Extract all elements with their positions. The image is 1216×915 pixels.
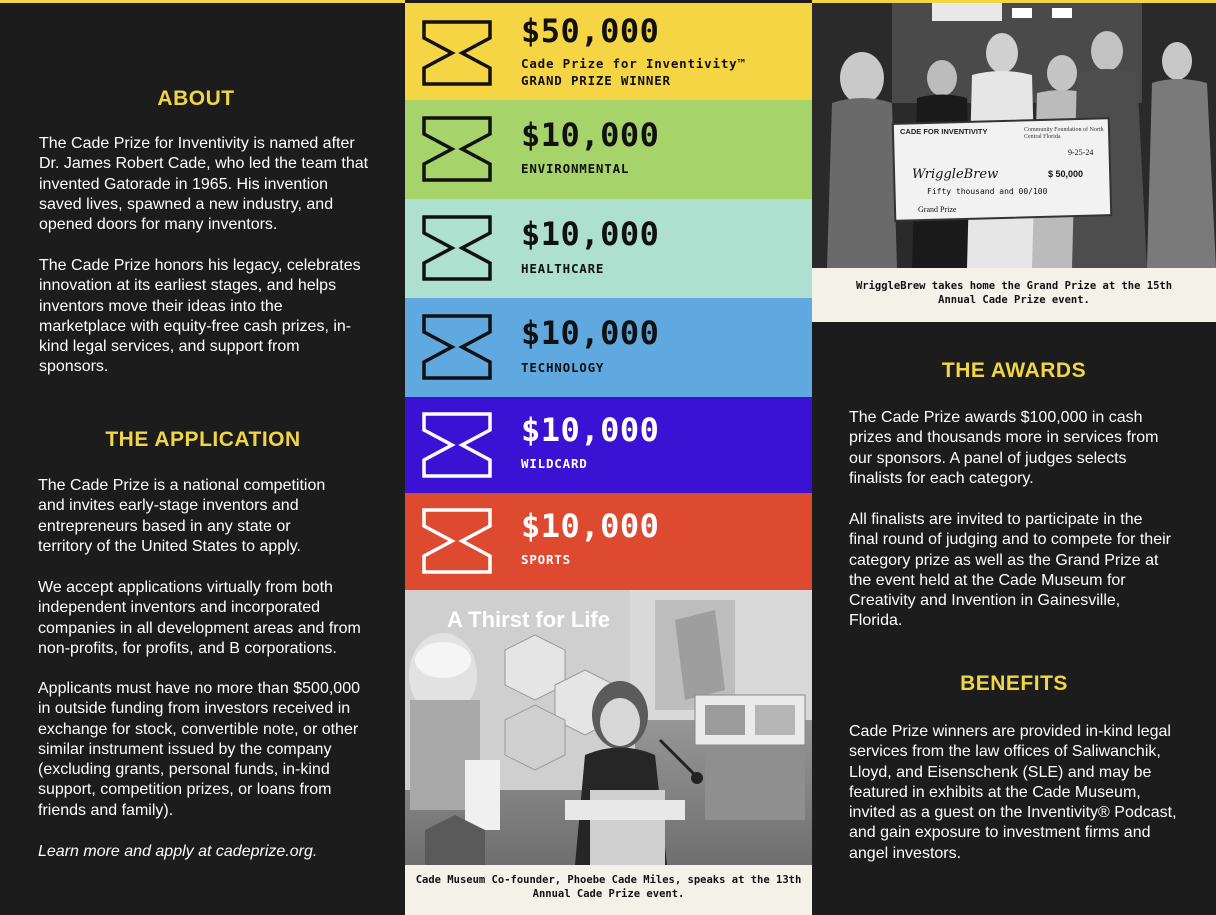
prize-band-technology xyxy=(405,298,812,397)
cade-logo-icon xyxy=(420,213,494,283)
prize-band-environmental xyxy=(405,100,812,199)
right-panel xyxy=(812,0,1216,915)
prize-amount: $10,000 xyxy=(521,507,660,545)
check-bank: Community Foundation of North Central Florida xyxy=(1024,127,1104,140)
application-heading: THE APPLICATION xyxy=(105,428,301,451)
awards-paragraph-2: All finalists are invited to participate in the final round of judging and to compete for their category prize as well as the Grand Prize at the event held at the Cade Museum for Creativity and Invention in Gainesville, Florida. xyxy=(849,511,1171,630)
awards-paragraph-1: The Cade Prize awards $100,000 in cash prizes and thousands more in services from our sponsors. A panel of judges selects finalists for each category. xyxy=(849,409,1159,487)
cade-logo-icon xyxy=(420,18,494,88)
cade-logo-icon xyxy=(420,506,494,576)
about-paragraph-1: The Cade Prize for Inventivity is named after Dr. James Robert Cade, who led the team that invented Gatorade in 1965. His invention saved lives, spawned a new industry, and opened doors for many inventors. xyxy=(39,135,369,234)
museum-banner-text: A Thirst for Life xyxy=(447,607,610,632)
about-heading: ABOUT xyxy=(157,87,235,110)
prize-band-wildcard xyxy=(405,397,812,493)
prize-label: SPORTS xyxy=(521,552,571,567)
prize-amount: $10,000 xyxy=(521,314,660,352)
about-paragraph-2: The Cade Prize honors his legacy, celebrates innovation at its earliest stages, and helps inventors move their ideas into the marketplace with equity-free cash prizes, in-kind legal services, and support from sponsors. xyxy=(39,257,361,376)
check-date: 9-25-24 xyxy=(1068,148,1094,157)
speaker-photo xyxy=(405,590,812,865)
prize-band-healthcare xyxy=(405,199,812,298)
left-panel xyxy=(0,0,405,915)
apply-link-text[interactable]: Learn more and apply at cadeprize.org. xyxy=(38,843,318,860)
prize-label: WILDCARD xyxy=(521,456,588,471)
prize-band-sports xyxy=(405,493,812,590)
prize-label: ENVIRONMENTAL xyxy=(521,161,630,176)
cade-logo-icon xyxy=(420,114,494,184)
application-paragraph-3: Applicants must have no more than $500,000 in outside funding from investors received in exchange for stock, convertible note, or other similar instrument issued by the company (excluding grants, personal funds, in-kind support, competition prizes, or loans from friends and family). xyxy=(38,680,360,819)
check-amount: $ 50,000 xyxy=(1048,169,1084,179)
winner-photo xyxy=(812,3,1216,268)
prize-label: Cade Prize for Inventivity™ xyxy=(521,56,746,71)
prize-amount: $10,000 xyxy=(521,215,660,253)
benefits-paragraph: Cade Prize winners are provided in-kind legal services from the law offices of Saliwanchik, Lloyd, and Eisenschenk (SLE) and may be featured in exhibits at the Cade Museum, invited as a guest on the Inventivity® Podcast, and gain exposure to investment firms and angel investors. xyxy=(849,723,1177,862)
awards-heading: THE AWARDS xyxy=(941,359,1087,382)
cade-logo-icon xyxy=(420,312,494,382)
prize-label: HEALTHCARE xyxy=(521,261,605,276)
prize-column xyxy=(405,0,812,915)
prize-amount: $10,000 xyxy=(521,116,660,154)
benefits-heading: BENEFITS xyxy=(960,672,1068,695)
application-paragraph-2: We accept applications virtually from both independent inventors and incorporated companies in all development areas and from non-profits, for profits, and B corporations. xyxy=(38,579,361,657)
prize-amount: $10,000 xyxy=(521,411,660,449)
speaker-photo-caption: Cade Museum Co-founder, Phoebe Cade Miles, speaks at the 13th Annual Cade Prize event. xyxy=(405,865,812,915)
application-paragraph-1: The Cade Prize is a national competition and invites early-stage inventors and entrepreneurs based in any state or territory of the United States to apply. xyxy=(38,477,326,555)
check-written-amount: Fifty thousand and 00/100 xyxy=(927,187,1048,196)
check-memo: Grand Prize xyxy=(918,205,957,214)
prize-label: TECHNOLOGY xyxy=(521,360,605,375)
prize-amount: $50,000 xyxy=(521,12,660,50)
check-payee: WriggleBrew xyxy=(912,167,999,182)
winner-photo-caption: WriggleBrew takes home the Grand Prize at the 15th Annual Cade Prize event. xyxy=(812,268,1216,322)
winner-photo-illustration xyxy=(812,3,1216,268)
prize-label-sub: GRAND PRIZE WINNER xyxy=(521,73,671,88)
check-logo: CADE FOR INVENTIVITY xyxy=(900,127,988,136)
prize-band-grand xyxy=(405,3,812,100)
cade-logo-icon xyxy=(420,410,494,480)
